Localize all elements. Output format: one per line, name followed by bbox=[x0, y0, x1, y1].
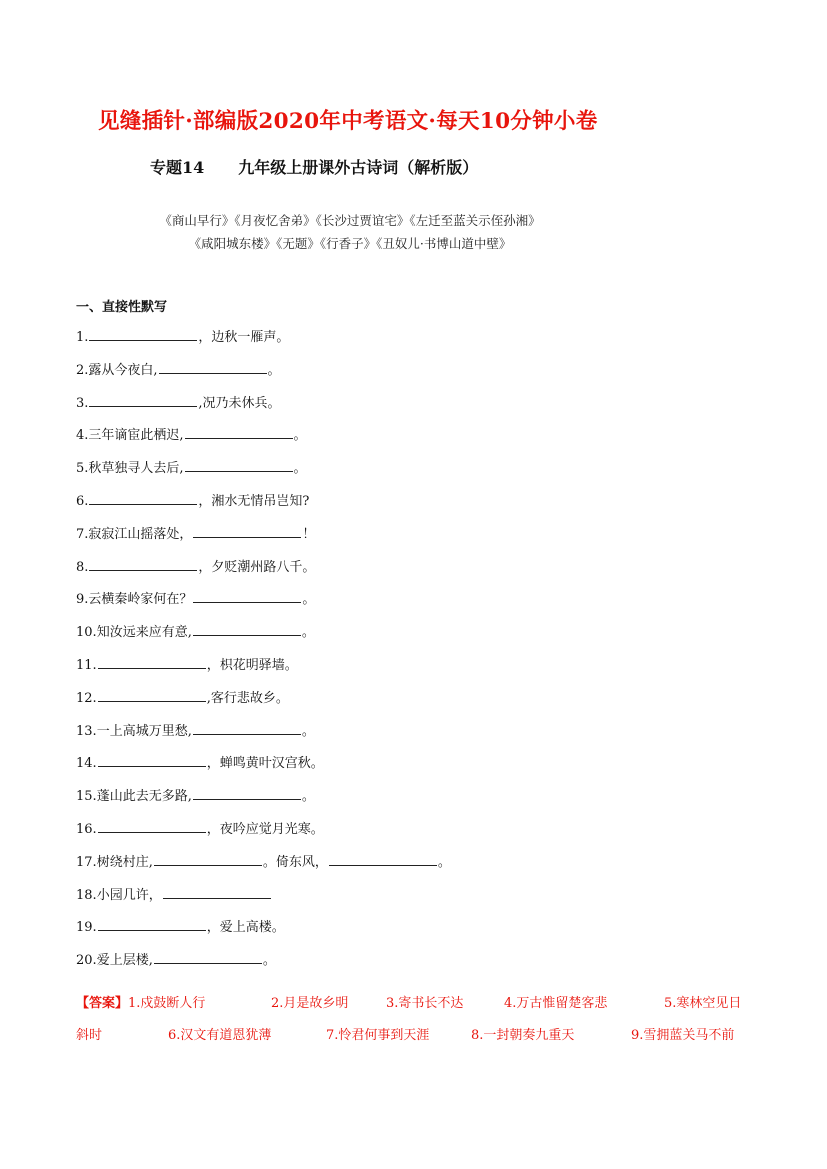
answer-blank[interactable] bbox=[98, 687, 206, 702]
question-text: 。倚东风， bbox=[262, 854, 328, 870]
answer-item bbox=[664, 988, 741, 1020]
question-item bbox=[76, 949, 451, 982]
question-list bbox=[76, 326, 451, 982]
question-item bbox=[76, 851, 451, 884]
answer-item: 3.寄书长不达 bbox=[386, 996, 464, 1011]
question-item bbox=[76, 556, 451, 589]
question-item bbox=[76, 884, 451, 917]
answer-item-5-part: 5.寒林空见日 bbox=[664, 996, 742, 1011]
question-text: ,况乃未休兵。 bbox=[198, 395, 281, 411]
section-heading: 一、直接性默写 bbox=[76, 300, 168, 315]
question-number: 3. bbox=[76, 395, 89, 411]
answer-item: 2.月是故乡明 bbox=[271, 996, 349, 1011]
answer-item: 4.万古惟留楚客悲 bbox=[504, 996, 608, 1011]
answer-item: 9.雪拥蓝关马不前 bbox=[631, 1028, 735, 1043]
question-item bbox=[76, 785, 451, 818]
question-number: 2. bbox=[76, 362, 89, 378]
question-item bbox=[76, 359, 451, 392]
question-text: ，湘水无情吊岂知? bbox=[198, 493, 310, 509]
question-text: 。 bbox=[267, 362, 281, 378]
question-text: 。 bbox=[437, 854, 451, 870]
question-text: 三年谪宦此栖迟, bbox=[88, 428, 184, 444]
question-text: 树绕村庄, bbox=[96, 854, 153, 870]
question-text: ，枳花明驿墙。 bbox=[206, 657, 298, 673]
answer-blank[interactable] bbox=[193, 720, 301, 735]
question-text: 知汝远来应有意, bbox=[96, 625, 192, 641]
answer-item: 8.一封朝奏九重天 bbox=[471, 1028, 575, 1043]
answer-blank[interactable] bbox=[98, 752, 206, 767]
question-text: 蓬山此去无多路, bbox=[96, 789, 192, 805]
question-item bbox=[76, 916, 451, 949]
answer-line-1 bbox=[76, 988, 205, 1020]
question-number: 4. bbox=[76, 428, 89, 444]
question-number: 13. bbox=[76, 723, 97, 739]
question-item bbox=[76, 424, 451, 457]
answer-blank[interactable] bbox=[98, 916, 206, 931]
question-item bbox=[76, 588, 451, 621]
question-number: 12. bbox=[76, 690, 97, 706]
question-text: 小园几许， bbox=[96, 887, 162, 903]
topic-subtitle bbox=[150, 155, 478, 178]
question-item bbox=[76, 490, 451, 523]
answer-blank[interactable] bbox=[159, 359, 267, 374]
topic-name: 九年级上册课外古诗词（解析版） bbox=[238, 158, 479, 177]
question-item bbox=[76, 687, 451, 720]
question-text: 寂寂江山摇落处， bbox=[88, 526, 193, 542]
question-text: 一上高城万里愁, bbox=[96, 723, 192, 739]
question-number: 11. bbox=[76, 657, 97, 673]
question-text: 。 bbox=[301, 789, 315, 805]
answer-blank[interactable] bbox=[89, 326, 197, 341]
question-text: 露从今夜白, bbox=[88, 362, 158, 378]
question-text: ，边秋一雁声。 bbox=[198, 330, 290, 345]
question-text: ，夜吟应觉月光寒。 bbox=[206, 821, 324, 837]
question-number: 15. bbox=[76, 789, 97, 805]
question-number: 14. bbox=[76, 756, 97, 772]
answer-blank[interactable] bbox=[98, 654, 206, 669]
question-text: 。 bbox=[301, 723, 315, 739]
question-item bbox=[76, 720, 451, 753]
question-number: 18. bbox=[76, 887, 97, 903]
question-item bbox=[76, 392, 451, 425]
answer-blank[interactable] bbox=[185, 457, 293, 472]
question-text: ！ bbox=[302, 526, 316, 542]
question-number: 5. bbox=[76, 461, 89, 477]
question-item bbox=[76, 818, 451, 851]
question-text: 。 bbox=[293, 428, 307, 444]
answer-blank[interactable] bbox=[154, 949, 262, 964]
question-text: 云横秦岭家何在？ bbox=[88, 592, 193, 608]
answer-blank[interactable] bbox=[193, 523, 301, 538]
question-text: 秋草独寻人去后, bbox=[88, 461, 184, 477]
question-item bbox=[76, 752, 451, 785]
answer-blank[interactable] bbox=[89, 392, 197, 407]
answer-blank[interactable] bbox=[193, 621, 301, 636]
question-number: 6. bbox=[76, 493, 89, 509]
question-text: ，夕贬潮州路八千。 bbox=[198, 559, 316, 575]
answer-blank[interactable] bbox=[89, 556, 197, 571]
question-item bbox=[76, 523, 451, 556]
question-text: 。 bbox=[301, 625, 315, 641]
answer-blank[interactable] bbox=[154, 851, 262, 866]
topic-number: 专题14 bbox=[150, 158, 205, 177]
answer-blank[interactable] bbox=[163, 884, 271, 899]
answer-blank[interactable] bbox=[193, 588, 301, 603]
question-text: 爱上层楼, bbox=[96, 953, 153, 969]
question-text: ,客行悲故乡。 bbox=[206, 690, 289, 706]
question-number: 20. bbox=[76, 953, 97, 969]
question-number: 9. bbox=[76, 592, 89, 608]
question-text: 。 bbox=[302, 592, 316, 608]
question-item bbox=[76, 326, 451, 359]
answer-blank[interactable] bbox=[89, 490, 197, 505]
question-number: 1. bbox=[76, 330, 89, 345]
question-text: ，爱上高楼。 bbox=[206, 920, 285, 936]
question-number: 17. bbox=[76, 854, 97, 870]
question-text: 。 bbox=[262, 953, 276, 969]
answer-label: 【答案】 bbox=[76, 996, 129, 1011]
question-number: 19. bbox=[76, 920, 97, 936]
question-item bbox=[76, 654, 451, 687]
answer-item: 7.怜君何事到天涯 bbox=[326, 1028, 430, 1043]
question-item bbox=[76, 457, 451, 490]
question-number: 16. bbox=[76, 821, 97, 837]
question-text: 。 bbox=[293, 461, 307, 477]
question-text: ，蝉鸣黄叶汉宫秋。 bbox=[206, 756, 324, 772]
answer-blank[interactable] bbox=[185, 424, 293, 439]
question-number: 8. bbox=[76, 559, 89, 575]
poem-list-line-2: 《咸阳城东楼》《无题》《行香子》《丑奴儿·书博山道中壁》 bbox=[188, 236, 512, 251]
question-item bbox=[76, 621, 451, 654]
poem-list-line-1: 《商山早行》《月夜忆舍弟》《长沙过贾谊宅》《左迁至蓝关示侄孙湘》 bbox=[159, 213, 541, 228]
question-number: 10. bbox=[76, 625, 97, 641]
answer-blank[interactable] bbox=[329, 851, 437, 866]
answer-item: 1.戍鼓断人行 bbox=[128, 996, 206, 1011]
document-title: 见缝插针·部编版2020年中考语文·每天10分钟小卷 bbox=[98, 109, 598, 134]
question-number: 7. bbox=[76, 526, 89, 542]
answer-item: 6.汉文有道恩犹薄 bbox=[168, 1028, 272, 1043]
answer-blank[interactable] bbox=[193, 785, 301, 800]
answer-blank[interactable] bbox=[98, 818, 206, 833]
answer-item-5-continued: 斜时 bbox=[76, 1028, 103, 1043]
